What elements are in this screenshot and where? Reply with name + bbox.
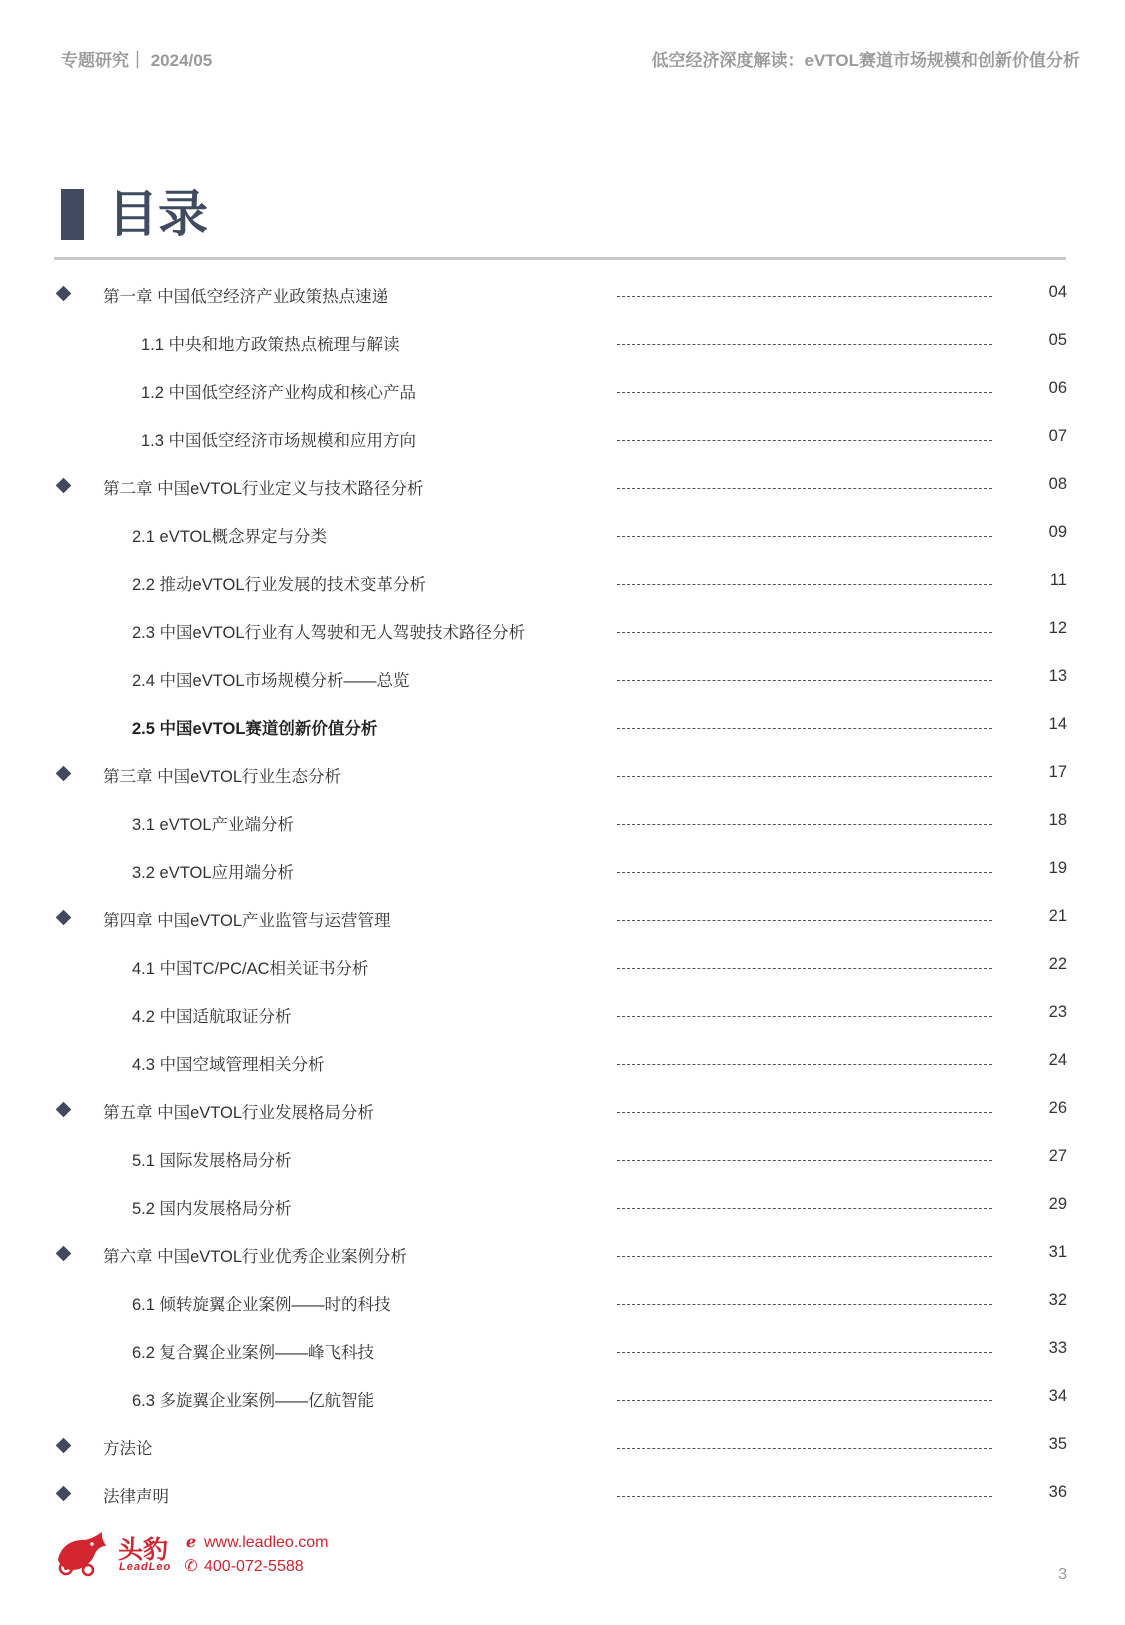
toc-entry-label: 4.1 中国TC/PC/AC相关证书分析 <box>132 960 369 978</box>
toc-entry-page: 36 <box>1048 1483 1067 1501</box>
dotted-leader <box>617 440 992 441</box>
toc-entry-page: 34 <box>1048 1387 1067 1405</box>
toc-chapter-entry[interactable] <box>0 273 1125 321</box>
toc-entry-page: 33 <box>1048 1339 1067 1357</box>
toc-entry-page: 04 <box>1048 283 1067 301</box>
toc-entry-label: 5.1 国际发展格局分析 <box>132 1152 292 1170</box>
toc-section-entry[interactable] <box>0 1377 1125 1425</box>
diamond-bullet-icon <box>56 1438 72 1454</box>
toc-chapter-entry[interactable] <box>0 1233 1125 1281</box>
toc-entry-page: 32 <box>1048 1291 1067 1309</box>
toc-entry-page: 31 <box>1048 1243 1067 1261</box>
toc-entry-label: 4.2 中国适航取证分析 <box>132 1008 292 1026</box>
dotted-leader <box>617 728 992 729</box>
toc-chapter-entry[interactable] <box>0 1089 1125 1137</box>
toc-entry-label: 第一章 中国低空经济产业政策热点速递 <box>103 288 389 306</box>
toc-entry-page: 07 <box>1048 427 1067 445</box>
toc-entry-page: 26 <box>1048 1099 1067 1117</box>
dotted-leader <box>617 680 992 681</box>
toc-entry-label: 3.1 eVTOL产业端分析 <box>132 816 294 834</box>
header-report-type: 专题研究｜ 2024/05 <box>61 51 213 70</box>
toc-entry-label: 6.1 倾转旋翼企业案例——时的科技 <box>132 1296 391 1314</box>
e-icon: ℯ <box>185 1534 197 1551</box>
toc-entry-page: 11 <box>1049 571 1067 589</box>
toc-entry-label: 第六章 中国eVTOL行业优秀企业案例分析 <box>103 1248 408 1266</box>
diamond-bullet-icon <box>56 1486 72 1502</box>
dotted-leader <box>617 392 992 393</box>
toc-section-entry[interactable] <box>0 561 1125 609</box>
toc-chapter-entry[interactable] <box>0 1425 1125 1473</box>
toc-section-entry[interactable] <box>0 321 1125 369</box>
toc-entry-page: 09 <box>1048 523 1067 541</box>
dotted-leader <box>617 1304 992 1305</box>
toc-entry-label: 方法论 <box>103 1440 153 1458</box>
toc-entry-label: 1.3 中国低空经济市场规模和应用方向 <box>141 432 417 450</box>
diamond-bullet-icon <box>56 286 72 302</box>
toc-entry-label: 3.2 eVTOL应用端分析 <box>132 864 294 882</box>
phone-icon: ✆ <box>184 1558 198 1575</box>
toc-section-entry[interactable] <box>0 1041 1125 1089</box>
dotted-leader <box>617 488 992 489</box>
dotted-leader <box>617 1112 992 1113</box>
toc-entry-label: 2.3 中国eVTOL行业有人驾驶和无人驾驶技术路径分析 <box>132 624 525 642</box>
dotted-leader <box>617 920 992 921</box>
toc-entry-label: 5.2 国内发展格局分析 <box>132 1200 292 1218</box>
dotted-leader <box>617 1256 992 1257</box>
dotted-leader <box>617 1016 992 1017</box>
toc-entry-page: 17 <box>1048 763 1067 781</box>
toc-entry-label: 第二章 中国eVTOL行业定义与技术路径分析 <box>103 480 424 498</box>
toc-chapter-entry[interactable] <box>0 753 1125 801</box>
diamond-bullet-icon <box>56 910 72 926</box>
toc-entry-page: 23 <box>1048 1003 1067 1021</box>
toc-entry-page: 27 <box>1048 1147 1067 1165</box>
toc-entry-page: 13 <box>1048 667 1067 685</box>
dotted-leader <box>617 536 992 537</box>
toc-entry-label: 2.4 中国eVTOL市场规模分析——总览 <box>132 672 410 690</box>
toc-entry-page: 35 <box>1048 1435 1067 1453</box>
toc-entry-page: 05 <box>1048 331 1067 349</box>
title-accent-bar <box>61 189 84 240</box>
toc-section-entry[interactable] <box>0 1185 1125 1233</box>
toc-entry-label: 4.3 中国空域管理相关分析 <box>132 1056 325 1074</box>
toc-entry-label: 1.1 中央和地方政策热点梳理与解读 <box>141 336 400 354</box>
toc-chapter-entry[interactable] <box>0 1473 1125 1521</box>
diamond-bullet-icon <box>56 1102 72 1118</box>
toc-entry-label: 6.3 多旋翼企业案例——亿航智能 <box>132 1392 375 1410</box>
dotted-leader <box>617 1448 992 1449</box>
toc-section-entry[interactable] <box>0 657 1125 705</box>
toc-section-entry[interactable] <box>0 993 1125 1041</box>
diamond-bullet-icon <box>56 766 72 782</box>
brand-name-en: LeadLeo <box>119 1561 172 1573</box>
diamond-bullet-icon <box>56 1246 72 1262</box>
toc-entry-page: 21 <box>1048 907 1067 925</box>
toc-entry-page: 22 <box>1048 955 1067 973</box>
website-contact[interactable] <box>182 1532 329 1552</box>
toc-entry-page: 06 <box>1048 379 1067 397</box>
toc-entry-page: 08 <box>1048 475 1067 493</box>
toc-entry-label: 1.2 中国低空经济产业构成和核心产品 <box>141 384 417 402</box>
toc-entry-label: 2.2 推动eVTOL行业发展的技术变革分析 <box>132 576 426 594</box>
page-number: 3 <box>1058 1566 1067 1583</box>
toc-entry-page: 18 <box>1048 811 1067 829</box>
toc-entry-page: 24 <box>1048 1051 1067 1069</box>
dotted-leader <box>617 344 992 345</box>
dotted-leader <box>617 776 992 777</box>
toc-entry-label: 6.2 复合翼企业案例——峰飞科技 <box>132 1344 375 1362</box>
dotted-leader <box>617 1160 992 1161</box>
toc-section-entry[interactable] <box>0 1137 1125 1185</box>
toc-entry-page: 29 <box>1048 1195 1067 1213</box>
brand-name-cn: 头豹 <box>118 1536 169 1564</box>
toc-section-entry[interactable] <box>0 705 1125 753</box>
toc-entry-page: 14 <box>1048 715 1067 733</box>
dotted-leader <box>617 1064 992 1065</box>
toc-section-entry[interactable] <box>0 417 1125 465</box>
dotted-leader <box>617 584 992 585</box>
toc-chapter-entry[interactable] <box>0 465 1125 513</box>
dotted-leader <box>617 1208 992 1209</box>
dotted-leader <box>617 968 992 969</box>
toc-entry-page: 19 <box>1048 859 1067 877</box>
diamond-bullet-icon <box>56 478 72 494</box>
dotted-leader <box>617 1352 992 1353</box>
dotted-leader <box>617 1400 992 1401</box>
toc-title: 目录 <box>108 186 208 242</box>
dotted-leader <box>617 632 992 633</box>
toc-section-entry[interactable] <box>0 369 1125 417</box>
dotted-leader <box>617 872 992 873</box>
toc-entry-label: 第五章 中国eVTOL行业发展格局分析 <box>103 1104 375 1122</box>
toc-section-entry[interactable] <box>0 1281 1125 1329</box>
dotted-leader <box>617 824 992 825</box>
toc-section-entry[interactable] <box>0 945 1125 993</box>
toc-section-entry[interactable] <box>0 609 1125 657</box>
table-of-contents <box>0 273 1125 1521</box>
phone-number: 400-072-5588 <box>204 1558 304 1575</box>
header-report-title: 低空经济深度解读：eVTOL赛道市场规模和创新价值分析 <box>651 51 1080 70</box>
toc-entry-label: 第四章 中国eVTOL产业监管与运营管理 <box>103 912 391 930</box>
website-link[interactable]: www.leadleo.com <box>204 1534 329 1551</box>
toc-entry-label: 2.5 中国eVTOL赛道创新价值分析 <box>132 720 378 738</box>
toc-entry-label: 法律声明 <box>103 1488 169 1506</box>
dotted-leader <box>617 296 992 297</box>
title-divider <box>54 257 1066 260</box>
toc-entry-label: 2.1 eVTOL概念界定与分类 <box>132 528 327 546</box>
toc-section-entry[interactable] <box>0 1329 1125 1377</box>
toc-entry-label: 第三章 中国eVTOL行业生态分析 <box>103 768 342 786</box>
toc-chapter-entry[interactable] <box>0 897 1125 945</box>
toc-section-entry[interactable] <box>0 513 1125 561</box>
toc-section-entry[interactable] <box>0 849 1125 897</box>
dotted-leader <box>617 1496 992 1497</box>
leopard-logo-icon <box>56 1530 108 1578</box>
toc-entry-page: 12 <box>1048 619 1067 637</box>
toc-section-entry[interactable] <box>0 801 1125 849</box>
phone-contact <box>182 1556 304 1576</box>
